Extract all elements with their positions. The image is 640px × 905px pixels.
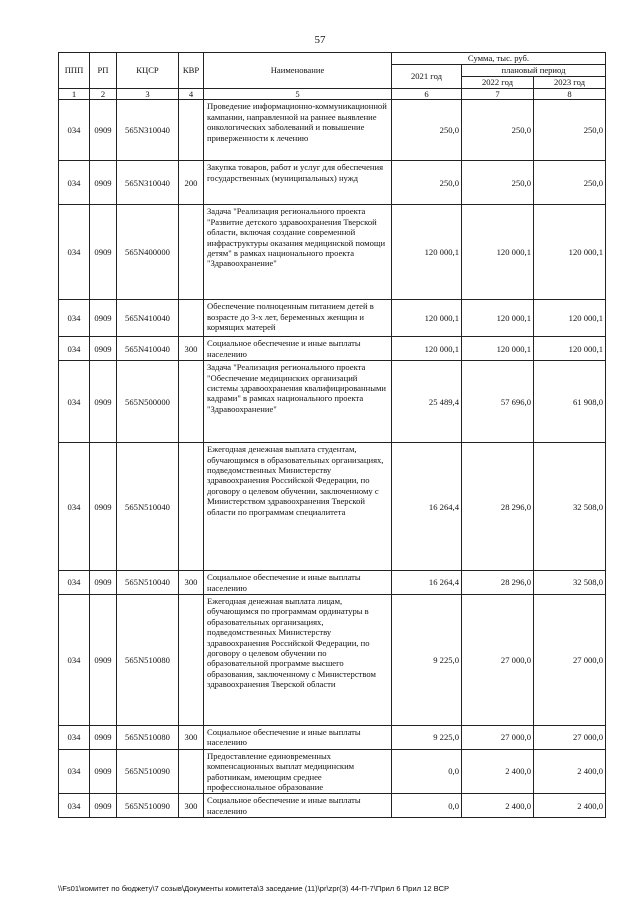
cell-y2023: 2 400,0 [534, 794, 606, 818]
cell-y2021: 250,0 [392, 100, 462, 161]
cell-ppp: 034 [59, 571, 90, 595]
cell-y2023: 120 000,1 [534, 337, 606, 361]
cell-kcsr: 565N310040 [117, 100, 179, 161]
file-path-footer: \\Fs01\комитет по бюджету\7 созыв\Документы комитета\3 заседание (11)\pr\zpr(3) 44-П-7\Прил 6 Прил 12 ВСР [58, 884, 450, 893]
cell-kcsr: 565N510040 [117, 571, 179, 595]
cell-y2022: 28 296,0 [462, 443, 534, 571]
cell-kvr [179, 749, 204, 794]
table-row [59, 205, 606, 300]
cell-y2023: 27 000,0 [534, 595, 606, 726]
cell-name: Социальное обеспечение и иные выплаты населению [204, 794, 392, 818]
cell-kvr: 300 [179, 337, 204, 361]
cell-kcsr: 565N310040 [117, 161, 179, 205]
cell-name: Задача "Реализация регионального проекта "Развитие детского здравоохранения Тверской области, включая создание современной инфраструктуры оказания медицинской помощи детям" в рамках национального проекта "Здравоохранение" [204, 205, 392, 300]
cell-name: Ежегодная денежная выплата студентам, обучающимся в образовательных организациях, подведомственных Министерству здравоохранения Российской Федерации, по договору о целевом обучении, заключенному с Министерством здравоохранения Тверской области по программам специалитета [204, 443, 392, 571]
cell-name: Социальное обеспечение и иные выплаты населению [204, 726, 392, 750]
header-ppp: ППП [59, 53, 90, 89]
cell-kcsr: 565N510090 [117, 749, 179, 794]
cell-ppp: 034 [59, 337, 90, 361]
cell-y2021: 16 264,4 [392, 443, 462, 571]
cell-y2021: 0,0 [392, 794, 462, 818]
table-row [59, 595, 606, 726]
index-cell: 2 [90, 89, 117, 100]
cell-kvr: 300 [179, 794, 204, 818]
cell-y2023: 32 508,0 [534, 443, 606, 571]
cell-kvr: 300 [179, 571, 204, 595]
cell-y2023: 32 508,0 [534, 571, 606, 595]
cell-ppp: 034 [59, 794, 90, 818]
table-row [59, 749, 606, 794]
cell-y2021: 120 000,1 [392, 300, 462, 337]
cell-name: Обеспечение полноценным питанием детей в возрасте до 3-х лет, беременных женщин и кормящих матерей [204, 300, 392, 337]
header-2021: 2021 год [392, 65, 462, 89]
table-header [59, 53, 606, 100]
cell-y2021: 0,0 [392, 749, 462, 794]
cell-rp: 0909 [90, 571, 117, 595]
cell-ppp: 034 [59, 726, 90, 750]
header-2023: 2023 год [534, 77, 606, 89]
table-body [59, 100, 606, 818]
cell-rp: 0909 [90, 100, 117, 161]
cell-ppp: 034 [59, 361, 90, 443]
cell-y2021: 16 264,4 [392, 571, 462, 595]
cell-ppp: 034 [59, 205, 90, 300]
cell-y2022: 120 000,1 [462, 205, 534, 300]
budget-table [58, 52, 606, 818]
cell-y2023: 250,0 [534, 100, 606, 161]
header-sum: Сумма, тыс. руб. [392, 53, 606, 65]
cell-kcsr: 565N410040 [117, 337, 179, 361]
cell-kcsr: 565N410040 [117, 300, 179, 337]
cell-kcsr: 565N510040 [117, 443, 179, 571]
cell-y2022: 2 400,0 [462, 749, 534, 794]
header-planning-period: плановый период [462, 65, 606, 77]
cell-rp: 0909 [90, 361, 117, 443]
cell-rp: 0909 [90, 595, 117, 726]
table-row [59, 300, 606, 337]
table-row [59, 571, 606, 595]
header-kcsr: КЦСР [117, 53, 179, 89]
cell-ppp: 034 [59, 300, 90, 337]
cell-name: Ежегодная денежная выплата лицам, обучающимся по программам ординатуры в образовательных организациях, подведомственных Министерству здравоохранения Российской Федерации, по договору о целевом обучении по образовательной программе высшего образования, заключенному с Министерством здравоохранения Тверской области [204, 595, 392, 726]
index-cell: 4 [179, 89, 204, 100]
table-row [59, 361, 606, 443]
cell-y2022: 57 696,0 [462, 361, 534, 443]
cell-rp: 0909 [90, 443, 117, 571]
cell-y2023: 27 000,0 [534, 726, 606, 750]
cell-kvr: 200 [179, 161, 204, 205]
cell-kvr: 300 [179, 726, 204, 750]
cell-name: Задача "Реализация регионального проекта "Обеспечение медицинских организаций системы здравоохранения квалифицированными кадрами" в рамках национального проекта "Здравоохранение" [204, 361, 392, 443]
cell-y2021: 25 489,4 [392, 361, 462, 443]
table-row [59, 100, 606, 161]
cell-kvr [179, 361, 204, 443]
index-cell: 6 [392, 89, 462, 100]
cell-y2022: 28 296,0 [462, 571, 534, 595]
cell-kvr [179, 443, 204, 571]
index-cell: 5 [204, 89, 392, 100]
cell-rp: 0909 [90, 794, 117, 818]
cell-name: Социальное обеспечение и иные выплаты населению [204, 571, 392, 595]
page-number: 57 [314, 34, 326, 46]
cell-kvr [179, 300, 204, 337]
table-row [59, 794, 606, 818]
header-rp: РП [90, 53, 117, 89]
cell-name: Проведение информационно-коммуникационной кампании, направленной на раннее выявление онкологических заболеваний и повышение приверженности к лечению [204, 100, 392, 161]
cell-kcsr: 565N510090 [117, 794, 179, 818]
table-row [59, 443, 606, 571]
cell-name: Социальное обеспечение и иные выплаты населению [204, 337, 392, 361]
cell-ppp: 034 [59, 100, 90, 161]
cell-y2023: 120 000,1 [534, 300, 606, 337]
cell-ppp: 034 [59, 443, 90, 571]
cell-kcsr: 565N510080 [117, 726, 179, 750]
cell-y2022: 27 000,0 [462, 726, 534, 750]
cell-y2023: 120 000,1 [534, 205, 606, 300]
cell-kvr [179, 205, 204, 300]
cell-rp: 0909 [90, 205, 117, 300]
index-cell: 1 [59, 89, 90, 100]
cell-kcsr: 565N510080 [117, 595, 179, 726]
cell-y2022: 2 400,0 [462, 794, 534, 818]
cell-ppp: 034 [59, 595, 90, 726]
cell-y2021: 120 000,1 [392, 337, 462, 361]
cell-rp: 0909 [90, 749, 117, 794]
cell-y2021: 9 225,0 [392, 595, 462, 726]
index-row [59, 89, 606, 100]
cell-y2021: 250,0 [392, 161, 462, 205]
cell-y2021: 120 000,1 [392, 205, 462, 300]
cell-kvr [179, 100, 204, 161]
cell-y2023: 250,0 [534, 161, 606, 205]
cell-name: Закупка товаров, работ и услуг для обеспечения государственных (муниципальных) нужд [204, 161, 392, 205]
index-cell: 3 [117, 89, 179, 100]
cell-y2022: 250,0 [462, 100, 534, 161]
cell-ppp: 034 [59, 749, 90, 794]
cell-y2022: 250,0 [462, 161, 534, 205]
cell-rp: 0909 [90, 161, 117, 205]
table-row [59, 337, 606, 361]
cell-y2023: 2 400,0 [534, 749, 606, 794]
header-name: Наименование [204, 53, 392, 89]
cell-rp: 0909 [90, 300, 117, 337]
cell-rp: 0909 [90, 726, 117, 750]
index-cell: 8 [534, 89, 606, 100]
cell-ppp: 034 [59, 161, 90, 205]
cell-y2022: 120 000,1 [462, 300, 534, 337]
cell-y2021: 9 225,0 [392, 726, 462, 750]
cell-kcsr: 565N400000 [117, 205, 179, 300]
index-cell: 7 [462, 89, 534, 100]
cell-rp: 0909 [90, 337, 117, 361]
cell-y2022: 120 000,1 [462, 337, 534, 361]
cell-kcsr: 565N500000 [117, 361, 179, 443]
header-2022: 2022 год [462, 77, 534, 89]
cell-name: Предоставление единовременных компенсационных выплат медицинским работникам, имеющим среднее профессиональное образование [204, 749, 392, 794]
header-kvr: КВР [179, 53, 204, 89]
cell-y2022: 27 000,0 [462, 595, 534, 726]
cell-kvr [179, 595, 204, 726]
table-row [59, 161, 606, 205]
table-row [59, 726, 606, 750]
cell-y2023: 61 908,0 [534, 361, 606, 443]
